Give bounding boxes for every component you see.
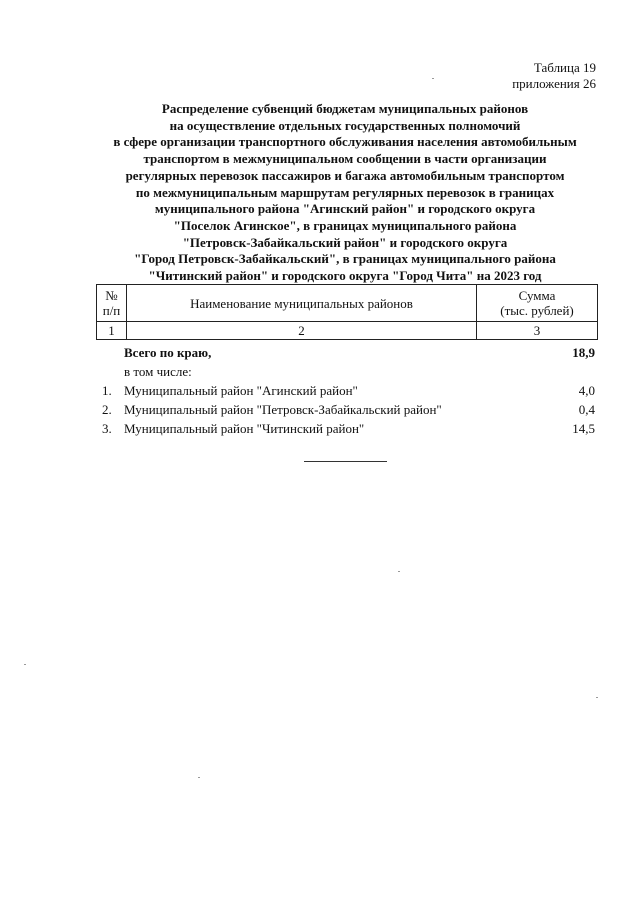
title-line: Распределение субвенций бюджетам муниципальных районов xyxy=(161,101,529,116)
title-line: "Петровск-Забайкальский район" и городского округа xyxy=(182,234,508,250)
table-body xyxy=(96,343,598,438)
title-line: "Поселок Агинское", в границах муниципального района xyxy=(173,217,517,233)
column-header-number-line1: № xyxy=(105,288,118,303)
column-number-cell: 1 xyxy=(97,322,127,340)
title-line: "Город Петровск-Забайкальский", в границах муниципального района xyxy=(134,251,556,267)
scan-speck xyxy=(432,78,434,79)
row-name: Муниципальный район "Агинский район" xyxy=(124,383,358,398)
table-label: Таблица 19 xyxy=(533,60,596,75)
scan-speck xyxy=(24,664,26,665)
row-value: 4,0 xyxy=(578,383,595,398)
total-row xyxy=(96,343,598,362)
closing-divider xyxy=(304,461,387,462)
table-row xyxy=(96,400,598,419)
including-label: в том числе: xyxy=(124,364,192,379)
table-header xyxy=(96,284,598,340)
table-row xyxy=(96,381,598,400)
scan-speck xyxy=(398,571,400,572)
table-header-row xyxy=(97,285,598,322)
table-reference xyxy=(512,60,596,92)
scan-speck xyxy=(596,697,598,698)
title-line: муниципального района "Агинский район" и городского округа xyxy=(154,201,536,217)
column-header-sum-line2: (тыс. рублей) xyxy=(500,303,574,318)
column-number-cell: 2 xyxy=(127,322,477,340)
title-line: регулярных перевозок пассажиров и багажа автомобильным транспортом xyxy=(125,167,565,183)
table-row xyxy=(96,419,598,438)
row-value: 0,4 xyxy=(578,402,595,417)
column-header-number-line2: п/п xyxy=(102,303,121,318)
row-name: Муниципальный район "Читинский район" xyxy=(124,421,365,436)
row-name: Муниципальный район "Петровск-Забайкальский район" xyxy=(124,402,442,417)
title-line: на осуществление отдельных государственных полномочий xyxy=(169,117,521,133)
column-number-row xyxy=(97,322,598,340)
total-label: Всего по краю, xyxy=(124,345,212,360)
row-value: 14,5 xyxy=(572,421,595,436)
column-header-sum xyxy=(477,285,598,322)
column-header-sum-line1: Сумма xyxy=(518,288,556,303)
appendix-label: приложения 26 xyxy=(512,76,596,91)
title-line: "Читинский район" и городского округа "Город Чита" на 2023 год xyxy=(148,268,542,284)
row-number: 1. xyxy=(102,383,112,398)
column-header-name: Наименование муниципальных районов xyxy=(127,285,477,322)
title-line: транспортом в межмуниципальном сообщении в части организации xyxy=(143,151,547,167)
including-row xyxy=(96,362,598,381)
column-number-cell: 3 xyxy=(477,322,598,340)
total-value: 18,9 xyxy=(572,345,595,360)
document-title xyxy=(60,101,630,285)
scan-speck xyxy=(198,777,200,778)
title-line: по межмуниципальным маршрутам регулярных перевозок в границах xyxy=(135,184,555,200)
column-header-number xyxy=(97,285,127,322)
row-number: 2. xyxy=(102,402,112,417)
title-line: в сфере организации транспортного обслуживания населения автомобильным xyxy=(113,134,577,150)
row-number: 3. xyxy=(102,421,112,436)
